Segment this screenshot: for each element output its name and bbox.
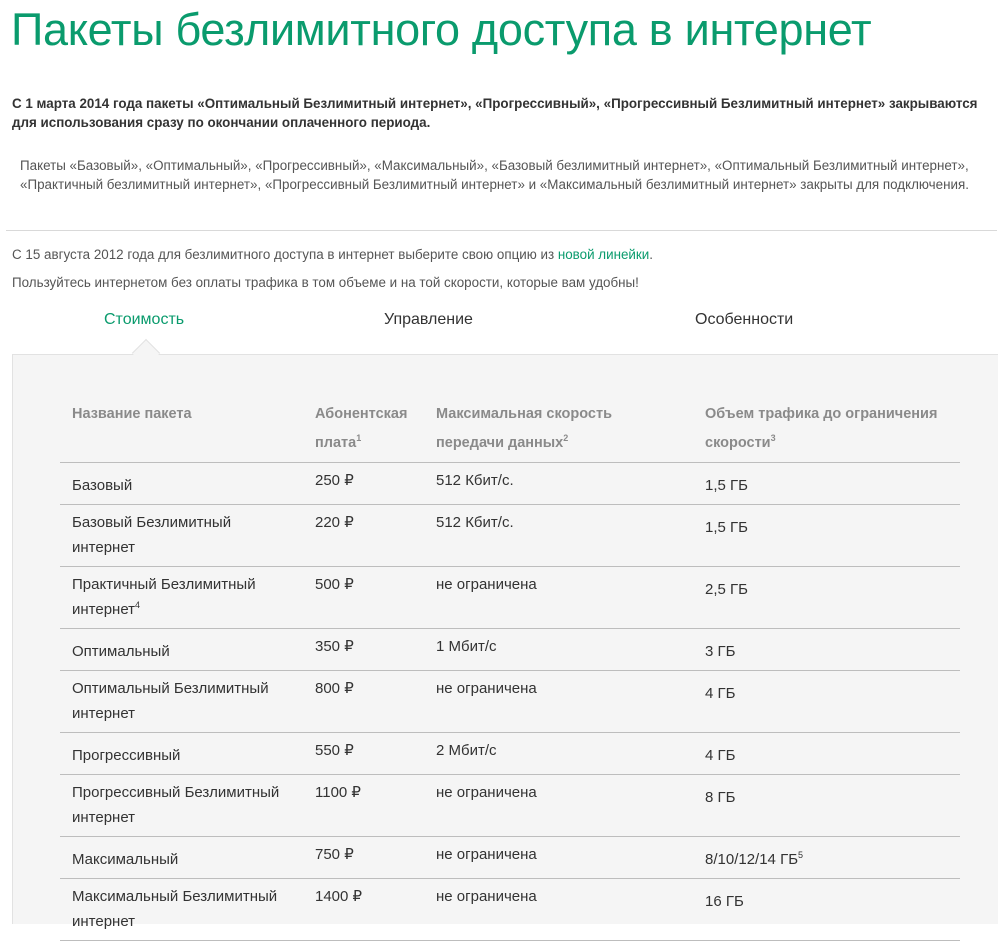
package-name: Прогрессивный: [60, 732, 303, 774]
package-fee: 800 ₽: [303, 670, 424, 732]
package-speed: не ограничена: [424, 670, 693, 732]
package-volume: 8 ГБ: [693, 774, 960, 836]
packages-table: [60, 401, 960, 941]
package-speed: 512 Кбит/с.: [424, 462, 693, 504]
closure-notice: С 1 марта 2014 года пакеты «Оптимальный Безлимитный интернет», «Прогрессивный», «Прогрессивный Безлимитный интернет» закрываются для использования сразу по окончании оплаченного периода.: [12, 96, 978, 130]
new-line-link[interactable]: новой линейки: [557, 247, 650, 262]
package-speed: не ограничена: [424, 836, 693, 878]
package-volume: 4 ГБ: [693, 732, 960, 774]
header-volume: Объем трафика до ограничения скорости$^3$: [693, 401, 960, 462]
package-fee: 250 ₽: [303, 462, 424, 504]
new-line-info-suffix: .: [649, 247, 653, 262]
package-name: Прогрессивный Безлимитный интернет: [60, 774, 303, 836]
table-row: [60, 732, 960, 774]
package-volume: 3 ГБ: [693, 628, 960, 670]
table-header-row: [60, 401, 960, 462]
package-name: Максимальный Безлимитный интернет: [60, 878, 303, 940]
package-volume: 4 ГБ: [693, 670, 960, 732]
page-title: Пакеты безлимитного доступа в интернет: [11, 4, 872, 55]
new-line-info-text: С 15 августа 2012 года для безлимитного доступа в интернет выберите свою опцию из: [12, 247, 558, 262]
package-name: Оптимальный Безлимитный интернет: [60, 670, 303, 732]
package-speed: не ограничена: [424, 878, 693, 940]
table-row: [60, 566, 960, 628]
new-line-info: [12, 247, 653, 262]
package-volume: 2,5 ГБ: [693, 566, 960, 628]
table-row: [60, 504, 960, 566]
package-speed: 2 Мбит/с: [424, 732, 693, 774]
package-name: Практичный Безлимитный интернет$^4$: [60, 566, 303, 628]
package-speed: 512 Кбит/с.: [424, 504, 693, 566]
package-volume: 16 ГБ: [693, 878, 960, 940]
usage-info: Пользуйтесь интернетом без оплаты трафика в том объеме и на той скорости, которые вам удобны!: [12, 275, 639, 290]
table-row: [60, 878, 960, 940]
package-fee: 500 ₽: [303, 566, 424, 628]
package-fee: 550 ₽: [303, 732, 424, 774]
package-fee: 750 ₽: [303, 836, 424, 878]
tab-management[interactable]: Управление: [384, 311, 473, 328]
closed-packages-note: [6, 148, 997, 231]
package-name: Оптимальный: [60, 628, 303, 670]
package-name: Базовый: [60, 462, 303, 504]
package-name: Максимальный: [60, 836, 303, 878]
table-row: [60, 670, 960, 732]
header-fee: Абонентская плата$^1$: [303, 401, 424, 462]
table-row: [60, 836, 960, 878]
tab-features[interactable]: Особенности: [695, 311, 794, 328]
closed-packages-text: Пакеты «Базовый», «Оптимальный», «Прогрессивный», «Максимальный», «Базовый безлимитный интернет», «Оптимальный Безлимитный интернет», «Практичный безлимитный интернет», «Прогрессивный Безлимитный интернет» и «Максимальный безлимитный интернет» закрыты для подключения.: [20, 158, 969, 192]
package-speed: не ограничена: [424, 566, 693, 628]
table-row: [60, 628, 960, 670]
table-row: [60, 462, 960, 504]
package-fee: 1400 ₽: [303, 878, 424, 940]
package-volume: 8/10/12/14 $ГБ^5$: [693, 836, 960, 878]
table-row: [60, 774, 960, 836]
package-speed: не ограничена: [424, 774, 693, 836]
package-volume: 1,5 ГБ: [693, 462, 960, 504]
header-speed: Максимальная скорость передачи данных$^2$: [424, 401, 693, 462]
package-fee: 220 ₽: [303, 504, 424, 566]
package-volume: 1,5 ГБ: [693, 504, 960, 566]
package-fee: 1100 ₽: [303, 774, 424, 836]
tab-cost[interactable]: Стоимость: [104, 311, 185, 328]
package-fee: 350 ₽: [303, 628, 424, 670]
package-name: Базовый Безлимитный интернет: [60, 504, 303, 566]
package-speed: 1 Мбит/с: [424, 628, 693, 670]
header-name: Название пакета: [60, 401, 303, 462]
